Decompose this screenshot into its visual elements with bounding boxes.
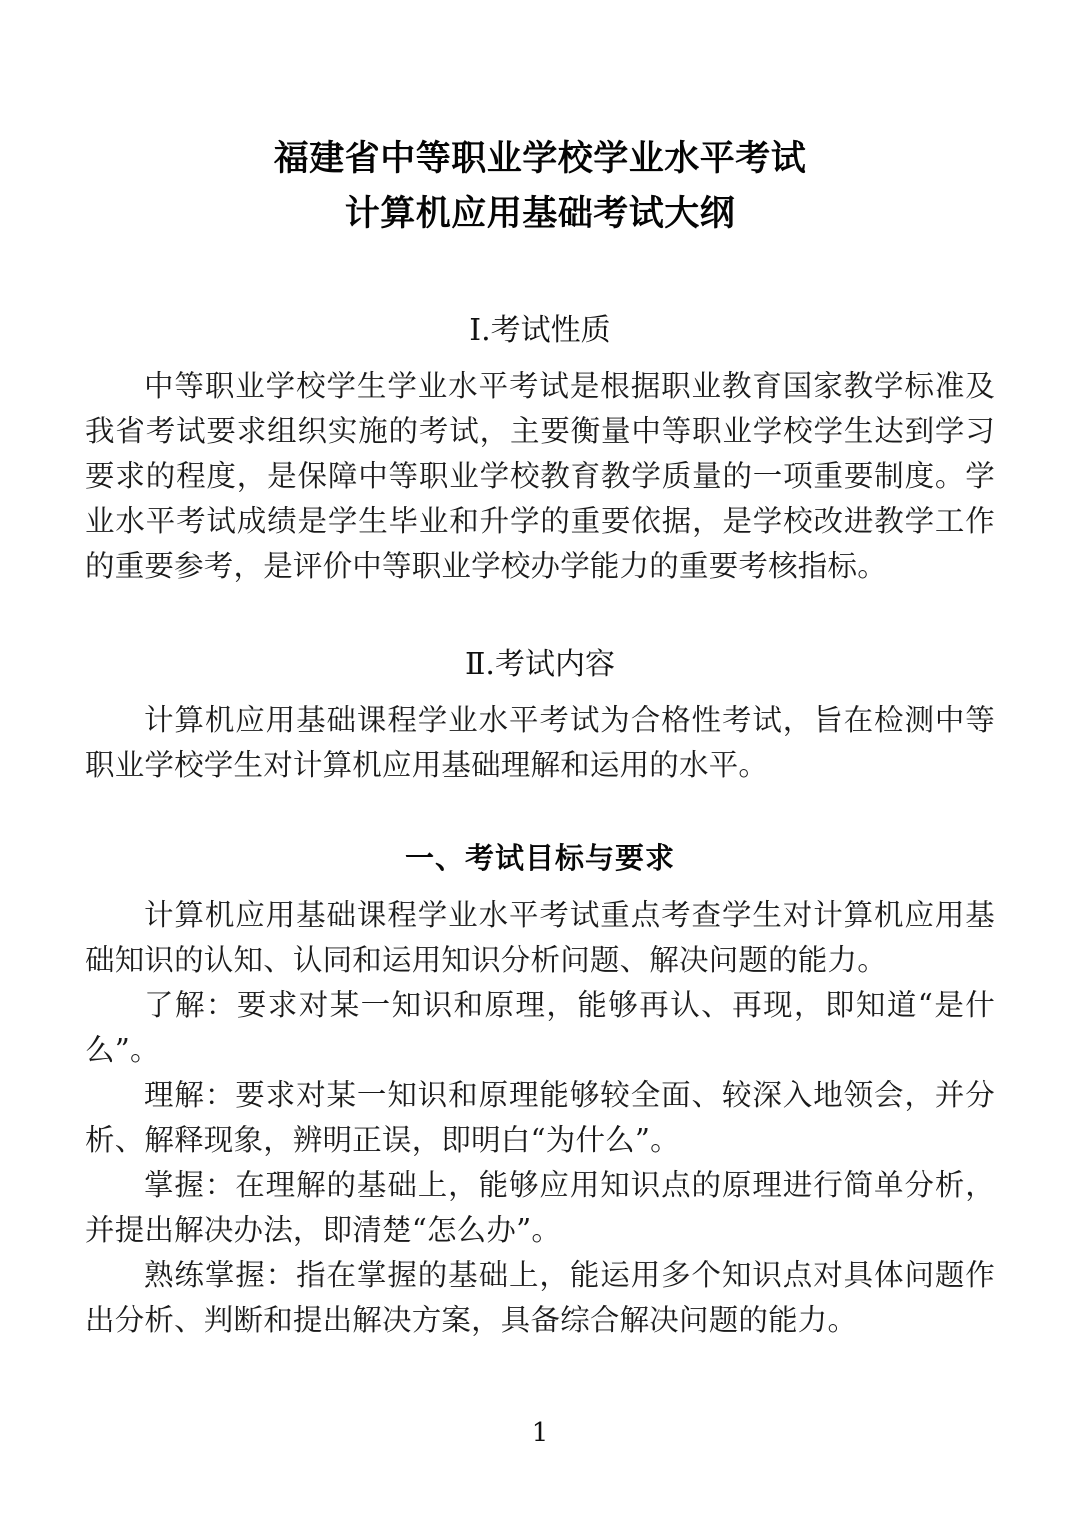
paragraph: 计算机应用基础课程学业水平考试为合格性考试，旨在检测中等职业学校学生对计算机应用基础理解和运用的水平。 xyxy=(85,702,995,782)
section-heading-1: Ⅰ.考试性质 xyxy=(469,312,611,348)
paragraph-zhangwo: 掌握：在理解的基础上，能够应用知识点的原理进行简单分析，并提出解决办法，即清楚“怎么办”。 xyxy=(85,1168,995,1248)
paragraph-lijie: 理解：要求对某一知识和原理能够较全面、较深入地领会，并分析、解释现象，辨明正误，即明白“为什么”。 xyxy=(85,1078,995,1158)
paragraph-liaojie: 了解：要求对某一知识和原理，能够再认、再现，即知道“是什么”。 xyxy=(85,988,995,1068)
subsection-heading-exam-goals: 一、考试目标与要求 xyxy=(404,840,675,875)
page-title xyxy=(85,0,995,243)
paragraph-shulianzhangwo: 熟练掌握：指在掌握的基础上，能运用多个知识点对具体问题作出分析、判断和提出解决方案，具备综合解决问题的能力。 xyxy=(85,1258,995,1338)
subsection-1-body xyxy=(85,893,995,1343)
page-number: 1 xyxy=(531,1418,549,1448)
paragraph: 计算机应用基础课程学业水平考试重点考查学生对计算机应用基础知识的认知、认同和运用知识分析问题、解决问题的能力。 xyxy=(85,898,995,978)
section-1-body xyxy=(85,364,995,589)
section-2-body xyxy=(85,698,995,788)
page-title-line-2: 计算机应用基础考试大纲 xyxy=(344,194,736,235)
section-heading-2: Ⅱ.考试内容 xyxy=(465,646,615,682)
page-title-line-1: 福建省中等职业学校学业水平考试 xyxy=(273,139,807,179)
paragraph: 中等职业学校学生学业水平考试是根据职业教育国家教学标准及我省考试要求组织实施的考试，主要衡量中等职业学校学生达到学习要求的程度，是保障中等职业学校教育教学质量的一项重要制度。学业水平考试成绩是学生毕业和升学的重要依据，是学校改进教学工作的重要参考，是评价中等职业学校办学能力的重要考核指标。 xyxy=(85,368,995,583)
